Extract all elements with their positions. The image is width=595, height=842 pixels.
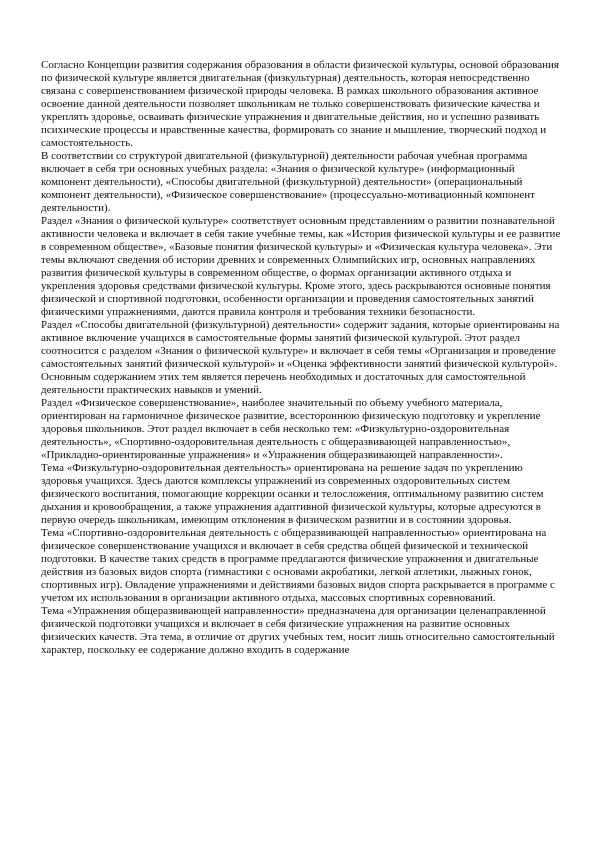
paragraph-general-exercises-topic: Тема «Упражнения общеразвивающей направленности» предназначена для организации целенаправленной физической подготовки учащихся и включает в себя физические упражнения на развитие основных физических качеств. Эта тема, в отличие от других учебных тем, носит лишь относительно самостоятельный характер, поскольку ее содержание должно входить в содержание: [41, 605, 555, 656]
paragraph-sport-activity-topic: Тема «Спортивно-оздоровительная деятельность с общеразвивающей направленностью» ориентирована на физическое совершенствование учащихся и включает в себя средства общей физической и технической подготовки. В качестве таких средств в программе предлагаются физические упражнения и двигательные действия из базовых видов спорта (гимнастики с основами акробатики, легкой атлетики, лыжных гонок, спортивных игр). Овладение упражнениями и действиями базовых видов спорта раскрывается в программе с учетом их использования в организации активного отдыха, массовых спортивных соревнований.: [41, 527, 555, 604]
paragraph-concept-intro: Согласно Концепции развития содержания образования в области физической культуры, основой образования по физической культуре является двигательная (физкультурная) деятельность, которая непосредственно связана с совершенствованием физической природы человека. В рамках школьного образования активное освоение данной деятельности позволяет школьникам не только совершенствовать физические качества и укреплять здоровье, осваивать физические упражнения и двигательные действия, но и успешно развивать психические процессы и нравственные качества, формировать со знание и мышление, творческий подход и самостоятельность.: [41, 59, 559, 149]
paragraph-physical-improvement-section: Раздел «Физическое совершенствование», наиболее значительный по объему учебного материала, ориентирован на гармоничное физическое развитие, всестороннюю физическую подготовку и укрепление здоровья школьников. Этот раздел включает в себя несколько тем: «Физкультурно-оздоровительная деятельность», «Спортивно-оздоровительная деятельность с общеразвивающей направленностью», «Прикладно-ориентированные упражнения» и «Упражнения общеразвивающей направленности».: [41, 397, 541, 461]
document-body: [41, 59, 561, 657]
paragraph-knowledge-section: Раздел «Знания о физической культуре» соответствует основным представлениям о развитии познавательной активности человека и включает в себя такие учебные темы, как «История физической культуры и ее развитие в современном обществе», «Базовые понятия физической культуры» и «Физическая культура человека». Эти темы включают сведения об истории древних и современных Олимпийских игр, основных направлениях развития физической культуры в современном обществе, о формах организации активного отдыха и укрепления здоровья средствами физической культуры. Кроме этого, здесь раскрываются основные понятия физической и спортивной подготовки, особенности организации и проведения самостоятельных занятий физическими упражнениями, даются правила контроля и требования техники безопасности.: [41, 215, 561, 318]
paragraph-program-structure: В соответствии со структурой двигательной (физкультурной) деятельности рабочая учебная программа включает в себя три основных учебных раздела: «Знания о физической культуре» (информационный компонент деятельности), «Способы двигательной (физкультурной) деятельности» (операциональный компонент деятельности), «Физическое совершенствование» (процессуально-мотивационный компонент деятельности).: [41, 150, 535, 214]
paragraph-health-activity-topic: Тема «Физкультурно-оздоровительная деятельность» ориентирована на решение задач по укреплению здоровья учащихся. Здесь даются комплексы упражнений из современных оздоровительных систем физического воспитания, помогающие коррекции осанки и телосложения, оптимальному развитию систем дыхания и кровообращения, а также упражнения адаптивной физической культуры, которые адресуются в первую очередь школьникам, имеющим отклонения в физическом развитии и в состоянии здоровья.: [41, 462, 544, 526]
paragraph-methods-section: Раздел «Способы двигательной (физкультурной) деятельности» содержит задания, которые ориентированы на активное включение учащихся в самостоятельные формы занятий физической культурой. Этот раздел соотносится с разделом «Знания о физической культуре» и включает в себя темы «Организация и проведение самостоятельных занятий физической культурой» и «Оценка эффективности занятий физической культурой». Основным содержанием этих тем является перечень необходимых и достаточных для самостоятельной деятельности практических навыков и умений.: [41, 319, 560, 396]
